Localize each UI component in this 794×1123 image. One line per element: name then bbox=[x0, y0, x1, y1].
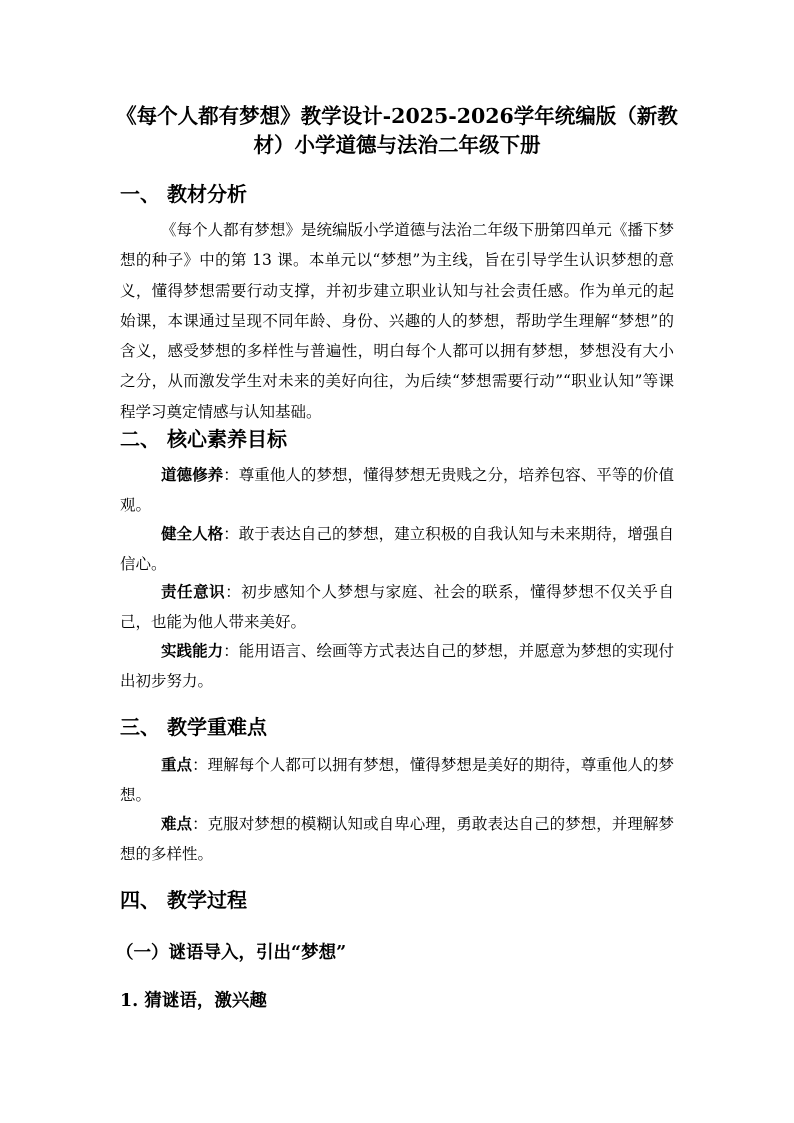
goal-item bbox=[120, 636, 674, 697]
section-heading-process: 四、 教学过程 bbox=[120, 888, 247, 912]
section-heading-goals: 二、 核心素养目标 bbox=[120, 427, 287, 451]
goal-item bbox=[120, 460, 674, 521]
key-point-term: 难点 bbox=[161, 814, 193, 833]
goal-term: 道德修养 bbox=[161, 465, 224, 484]
key-point-item bbox=[120, 750, 674, 811]
goal-text: ：能用语言、绘画等方式表达自己的梦想，并愿意为梦想的实现付出初步努力。 bbox=[120, 642, 674, 691]
key-point-term: 重点 bbox=[161, 755, 193, 774]
goal-text: ：敢于表达自己的梦想，建立积极的自我认知与未来期待，增强自信心。 bbox=[120, 525, 674, 574]
goal-text: ：初步感知个人梦想与家庭、社会的联系，懂得梦想不仅关乎自己，也能为他人带来美好。 bbox=[120, 583, 674, 632]
process-step: 1. 猜谜语，激兴趣 bbox=[120, 991, 267, 1011]
document-title: 《每个人都有梦想》教学设计-2025-2026学年统编版（新教材）小学道德与法治二年级下册 bbox=[116, 104, 678, 157]
section-heading-analysis: 一、 教材分析 bbox=[120, 182, 247, 206]
section-heading-key-points: 三、 教学重难点 bbox=[120, 715, 267, 739]
analysis-paragraph: 《每个人都有梦想》是统编版小学道德与法治二年级下册第四单元《播下梦想的种子》中的第 13 课。本单元以“梦想”为主线，旨在引导学生认识梦想的意义，懂得梦想需要行动支撑，并初步建立职业认知与社会责任感。作为单元的起始课，本课通过呈现不同年龄、身份、兴趣的人的梦想，帮助学生理解“梦想”的含义，感受梦想的多样性与普遍性，明白每个人都可以拥有梦想，梦想没有大小之分，从而激发学生对未来的美好向往，为后续“梦想需要行动”“职业认知”等课程学习奠定情感与认知基础。 bbox=[120, 221, 674, 421]
process-subheading: （一）谜语导入，引出“梦想” bbox=[116, 943, 347, 963]
goal-term: 健全人格 bbox=[161, 524, 224, 543]
goal-item bbox=[120, 577, 674, 638]
goal-text: ：尊重他人的梦想，懂得梦想无贵贱之分，培养包容、平等的价值观。 bbox=[120, 466, 674, 515]
goal-term: 实践能力 bbox=[161, 641, 224, 660]
key-point-text: ：理解每个人都可以拥有梦想，懂得梦想是美好的期待，尊重他人的梦想。 bbox=[120, 756, 674, 805]
key-point-item bbox=[120, 809, 674, 870]
key-point-text: ：克服对梦想的模糊认知或自卑心理，勇敢表达自己的梦想，并理解梦想的多样性。 bbox=[120, 815, 674, 864]
goal-item bbox=[120, 519, 674, 580]
goal-term: 责任意识 bbox=[161, 582, 226, 601]
